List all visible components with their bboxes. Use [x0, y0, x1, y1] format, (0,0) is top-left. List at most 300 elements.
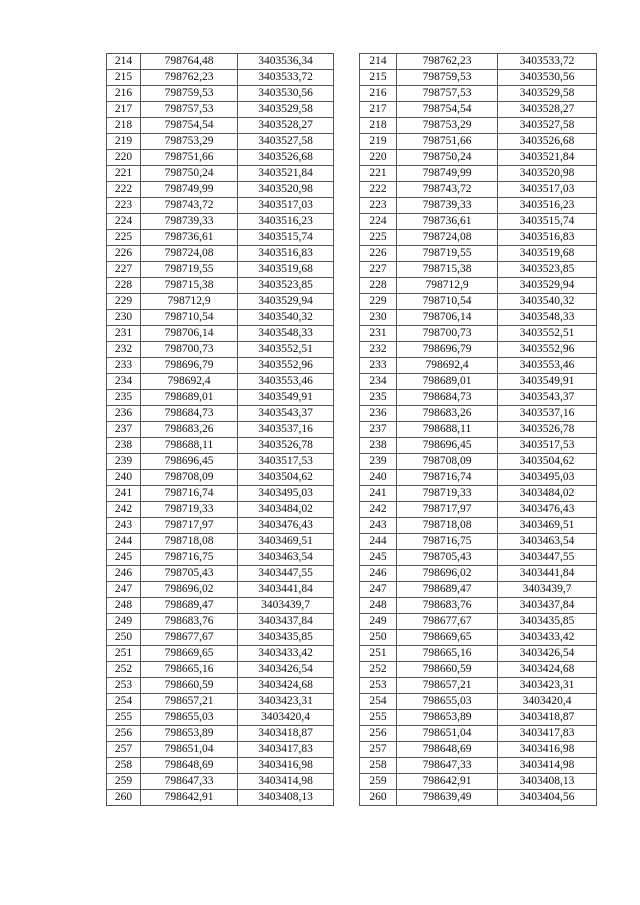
- point-number-cell: 241: [360, 486, 397, 502]
- x-coordinate-cell: 798689,47: [397, 582, 498, 598]
- x-coordinate-cell: 798684,73: [141, 406, 238, 422]
- point-number-cell: 231: [360, 326, 397, 342]
- point-number-cell: 245: [360, 550, 397, 566]
- point-number-cell: 234: [360, 374, 397, 390]
- table-row: [360, 694, 597, 710]
- x-coordinate-cell: 798651,04: [397, 726, 498, 742]
- point-number-cell: 258: [107, 758, 141, 774]
- y-coordinate-cell: 3403416,98: [238, 758, 334, 774]
- x-coordinate-cell: 798651,04: [141, 742, 238, 758]
- table-row: [107, 326, 334, 342]
- table-row: [107, 790, 334, 806]
- point-number-cell: 229: [360, 294, 397, 310]
- y-coordinate-cell: 3403526,78: [498, 422, 597, 438]
- table-row: [360, 502, 597, 518]
- table-row: [107, 454, 334, 470]
- x-coordinate-cell: 798719,33: [397, 486, 498, 502]
- point-number-cell: 218: [107, 118, 141, 134]
- y-coordinate-cell: 3403484,02: [498, 486, 597, 502]
- point-number-cell: 217: [360, 102, 397, 118]
- point-number-cell: 243: [360, 518, 397, 534]
- point-number-cell: 219: [107, 134, 141, 150]
- x-coordinate-cell: 798642,91: [141, 790, 238, 806]
- table-row: [107, 566, 334, 582]
- point-number-cell: 252: [107, 662, 141, 678]
- point-number-cell: 254: [360, 694, 397, 710]
- point-number-cell: 257: [107, 742, 141, 758]
- x-coordinate-cell: 798743,72: [141, 198, 238, 214]
- x-coordinate-cell: 798669,65: [397, 630, 498, 646]
- point-number-cell: 216: [360, 86, 397, 102]
- table-row: [360, 166, 597, 182]
- y-coordinate-cell: 3403530,56: [498, 70, 597, 86]
- y-coordinate-cell: 3403529,58: [498, 86, 597, 102]
- x-coordinate-cell: 798692,4: [397, 358, 498, 374]
- x-coordinate-cell: 798739,33: [397, 198, 498, 214]
- table-row: [107, 710, 334, 726]
- x-coordinate-cell: 798705,43: [141, 566, 238, 582]
- table-row: [107, 630, 334, 646]
- point-number-cell: 244: [360, 534, 397, 550]
- table-row: [360, 310, 597, 326]
- point-number-cell: 223: [107, 198, 141, 214]
- y-coordinate-cell: 3403408,13: [238, 790, 334, 806]
- table-row: [360, 150, 597, 166]
- table-row: [107, 246, 334, 262]
- y-coordinate-cell: 3403533,72: [498, 54, 597, 70]
- table-row: [107, 214, 334, 230]
- table-row: [107, 134, 334, 150]
- y-coordinate-cell: 3403504,62: [498, 454, 597, 470]
- table-row: [107, 342, 334, 358]
- point-number-cell: 251: [360, 646, 397, 662]
- table-row: [360, 518, 597, 534]
- table-row: [360, 246, 597, 262]
- x-coordinate-cell: 798712,9: [141, 294, 238, 310]
- point-number-cell: 216: [107, 86, 141, 102]
- x-coordinate-cell: 798639,49: [397, 790, 498, 806]
- y-coordinate-cell: 3403552,96: [238, 358, 334, 374]
- table-row: [107, 102, 334, 118]
- table-row: [360, 118, 597, 134]
- y-coordinate-cell: 3403418,87: [238, 726, 334, 742]
- point-number-cell: 246: [360, 566, 397, 582]
- y-coordinate-cell: 3403420,4: [498, 694, 597, 710]
- x-coordinate-cell: 798749,99: [397, 166, 498, 182]
- y-coordinate-cell: 3403552,51: [498, 326, 597, 342]
- y-coordinate-cell: 3403530,56: [238, 86, 334, 102]
- y-coordinate-cell: 3403408,13: [498, 774, 597, 790]
- y-coordinate-cell: 3403536,34: [238, 54, 334, 70]
- table-row: [107, 54, 334, 70]
- x-coordinate-cell: 798718,08: [141, 534, 238, 550]
- y-coordinate-cell: 3403527,58: [498, 118, 597, 134]
- y-coordinate-cell: 3403517,53: [238, 454, 334, 470]
- point-number-cell: 255: [107, 710, 141, 726]
- table-row: [360, 54, 597, 70]
- table-row: [107, 470, 334, 486]
- y-coordinate-cell: 3403519,68: [238, 262, 334, 278]
- x-coordinate-cell: 798665,16: [141, 662, 238, 678]
- point-number-cell: 250: [107, 630, 141, 646]
- y-coordinate-cell: 3403516,83: [498, 230, 597, 246]
- y-coordinate-cell: 3403515,74: [498, 214, 597, 230]
- table-row: [107, 86, 334, 102]
- table-row: [107, 70, 334, 86]
- point-number-cell: 218: [360, 118, 397, 134]
- y-coordinate-cell: 3403426,54: [498, 646, 597, 662]
- point-number-cell: 236: [107, 406, 141, 422]
- y-coordinate-cell: 3403414,98: [238, 774, 334, 790]
- x-coordinate-cell: 798653,89: [141, 726, 238, 742]
- x-coordinate-cell: 798689,01: [397, 374, 498, 390]
- point-number-cell: 222: [360, 182, 397, 198]
- table-row: [360, 710, 597, 726]
- x-coordinate-cell: 798754,54: [141, 118, 238, 134]
- point-number-cell: 257: [360, 742, 397, 758]
- table-row: [360, 342, 597, 358]
- table-row: [360, 454, 597, 470]
- point-number-cell: 219: [360, 134, 397, 150]
- table-row: [360, 326, 597, 342]
- table-row: [360, 374, 597, 390]
- x-coordinate-cell: 798710,54: [397, 294, 498, 310]
- point-number-cell: 217: [107, 102, 141, 118]
- table-row: [360, 534, 597, 550]
- table-row: [107, 550, 334, 566]
- x-coordinate-cell: 798750,24: [141, 166, 238, 182]
- table-row: [107, 262, 334, 278]
- table-row: [360, 790, 597, 806]
- y-coordinate-cell: 3403439,7: [238, 598, 334, 614]
- table-row: [360, 742, 597, 758]
- x-coordinate-cell: 798762,23: [397, 54, 498, 70]
- y-coordinate-cell: 3403540,32: [498, 294, 597, 310]
- table-row: [360, 214, 597, 230]
- y-coordinate-cell: 3403523,85: [238, 278, 334, 294]
- x-coordinate-cell: 798657,21: [141, 694, 238, 710]
- y-coordinate-cell: 3403423,31: [238, 694, 334, 710]
- y-coordinate-cell: 3403439,7: [498, 582, 597, 598]
- y-coordinate-cell: 3403495,03: [238, 486, 334, 502]
- y-coordinate-cell: 3403528,27: [238, 118, 334, 134]
- table-row: [107, 182, 334, 198]
- point-number-cell: 256: [360, 726, 397, 742]
- y-coordinate-cell: 3403537,16: [238, 422, 334, 438]
- x-coordinate-cell: 798677,67: [141, 630, 238, 646]
- x-coordinate-cell: 798715,38: [141, 278, 238, 294]
- x-coordinate-cell: 798757,53: [141, 102, 238, 118]
- x-coordinate-cell: 798696,02: [141, 582, 238, 598]
- y-coordinate-cell: 3403515,74: [238, 230, 334, 246]
- x-coordinate-cell: 798715,38: [397, 262, 498, 278]
- table-row: [107, 678, 334, 694]
- x-coordinate-cell: 798683,76: [397, 598, 498, 614]
- y-coordinate-cell: 3403553,46: [238, 374, 334, 390]
- y-coordinate-cell: 3403516,83: [238, 246, 334, 262]
- y-coordinate-cell: 3403463,54: [238, 550, 334, 566]
- table-row: [360, 278, 597, 294]
- y-coordinate-cell: 3403417,83: [498, 726, 597, 742]
- point-number-cell: 233: [360, 358, 397, 374]
- point-number-cell: 250: [360, 630, 397, 646]
- point-number-cell: 225: [360, 230, 397, 246]
- y-coordinate-cell: 3403516,23: [238, 214, 334, 230]
- point-number-cell: 235: [107, 390, 141, 406]
- y-coordinate-cell: 3403523,85: [498, 262, 597, 278]
- y-coordinate-cell: 3403435,85: [498, 614, 597, 630]
- table-row: [107, 694, 334, 710]
- table-row: [107, 774, 334, 790]
- point-number-cell: 239: [107, 454, 141, 470]
- point-number-cell: 226: [360, 246, 397, 262]
- table-row: [107, 662, 334, 678]
- point-number-cell: 246: [107, 566, 141, 582]
- x-coordinate-cell: 798739,33: [141, 214, 238, 230]
- x-coordinate-cell: 798689,47: [141, 598, 238, 614]
- point-number-cell: 260: [360, 790, 397, 806]
- table-row: [107, 198, 334, 214]
- point-number-cell: 233: [107, 358, 141, 374]
- y-coordinate-cell: 3403537,16: [498, 406, 597, 422]
- x-coordinate-cell: 798689,01: [141, 390, 238, 406]
- table-row: [360, 102, 597, 118]
- x-coordinate-cell: 798688,11: [141, 438, 238, 454]
- x-coordinate-cell: 798696,45: [141, 454, 238, 470]
- x-coordinate-cell: 798665,16: [397, 646, 498, 662]
- x-coordinate-cell: 798750,24: [397, 150, 498, 166]
- y-coordinate-cell: 3403526,68: [498, 134, 597, 150]
- y-coordinate-cell: 3403424,68: [238, 678, 334, 694]
- table-row: [107, 518, 334, 534]
- point-number-cell: 249: [107, 614, 141, 630]
- table-row: [360, 774, 597, 790]
- point-number-cell: 258: [360, 758, 397, 774]
- table-row: [107, 150, 334, 166]
- x-coordinate-cell: 798653,89: [397, 710, 498, 726]
- point-number-cell: 255: [360, 710, 397, 726]
- x-coordinate-cell: 798762,23: [141, 70, 238, 86]
- point-number-cell: 228: [107, 278, 141, 294]
- table-row: [360, 486, 597, 502]
- table-row: [360, 646, 597, 662]
- table-row: [107, 278, 334, 294]
- y-coordinate-cell: 3403417,83: [238, 742, 334, 758]
- y-coordinate-cell: 3403548,33: [238, 326, 334, 342]
- table-row: [107, 230, 334, 246]
- y-coordinate-cell: 3403420,4: [238, 710, 334, 726]
- point-number-cell: 228: [360, 278, 397, 294]
- point-number-cell: 215: [360, 70, 397, 86]
- table-row: [107, 310, 334, 326]
- table-row: [360, 438, 597, 454]
- x-coordinate-cell: 798660,59: [397, 662, 498, 678]
- x-coordinate-cell: 798749,99: [141, 182, 238, 198]
- y-coordinate-cell: 3403540,32: [238, 310, 334, 326]
- table-row: [360, 406, 597, 422]
- point-number-cell: 229: [107, 294, 141, 310]
- point-number-cell: 232: [107, 342, 141, 358]
- table-row: [360, 726, 597, 742]
- table-row: [107, 534, 334, 550]
- table-row: [107, 422, 334, 438]
- x-coordinate-cell: 798648,69: [141, 758, 238, 774]
- x-coordinate-cell: 798700,73: [141, 342, 238, 358]
- point-number-cell: 236: [360, 406, 397, 422]
- point-number-cell: 215: [107, 70, 141, 86]
- x-coordinate-cell: 798719,55: [397, 246, 498, 262]
- y-coordinate-cell: 3403517,53: [498, 438, 597, 454]
- x-coordinate-cell: 798719,55: [141, 262, 238, 278]
- point-number-cell: 224: [107, 214, 141, 230]
- point-number-cell: 242: [107, 502, 141, 518]
- x-coordinate-cell: 798655,03: [397, 694, 498, 710]
- table-row: [360, 598, 597, 614]
- table-row: [360, 86, 597, 102]
- y-coordinate-cell: 3403526,68: [238, 150, 334, 166]
- table-row: [360, 294, 597, 310]
- x-coordinate-cell: 798705,43: [397, 550, 498, 566]
- table-row: [360, 550, 597, 566]
- point-number-cell: 235: [360, 390, 397, 406]
- y-coordinate-cell: 3403416,98: [498, 742, 597, 758]
- table-row: [107, 406, 334, 422]
- coordinate-table-right: [359, 53, 597, 806]
- y-coordinate-cell: 3403441,84: [498, 566, 597, 582]
- y-coordinate-cell: 3403552,96: [498, 342, 597, 358]
- x-coordinate-cell: 798706,14: [141, 326, 238, 342]
- y-coordinate-cell: 3403404,56: [498, 790, 597, 806]
- table-row: [107, 486, 334, 502]
- y-coordinate-cell: 3403526,78: [238, 438, 334, 454]
- point-number-cell: 248: [360, 598, 397, 614]
- point-number-cell: 232: [360, 342, 397, 358]
- y-coordinate-cell: 3403437,84: [238, 614, 334, 630]
- table-row: [360, 390, 597, 406]
- y-coordinate-cell: 3403521,84: [238, 166, 334, 182]
- point-number-cell: 220: [107, 150, 141, 166]
- x-coordinate-cell: 798683,26: [141, 422, 238, 438]
- x-coordinate-cell: 798647,33: [397, 758, 498, 774]
- point-number-cell: 241: [107, 486, 141, 502]
- x-coordinate-cell: 798743,72: [397, 182, 498, 198]
- x-coordinate-cell: 798669,65: [141, 646, 238, 662]
- x-coordinate-cell: 798724,08: [141, 246, 238, 262]
- table-row: [107, 166, 334, 182]
- y-coordinate-cell: 3403424,68: [498, 662, 597, 678]
- y-coordinate-cell: 3403553,46: [498, 358, 597, 374]
- point-number-cell: 222: [107, 182, 141, 198]
- y-coordinate-cell: 3403433,42: [238, 646, 334, 662]
- y-coordinate-cell: 3403529,94: [238, 294, 334, 310]
- y-coordinate-cell: 3403469,51: [238, 534, 334, 550]
- point-number-cell: 221: [107, 166, 141, 182]
- table-row: [107, 390, 334, 406]
- point-number-cell: 245: [107, 550, 141, 566]
- y-coordinate-cell: 3403484,02: [238, 502, 334, 518]
- x-coordinate-cell: 798759,53: [397, 70, 498, 86]
- point-number-cell: 221: [360, 166, 397, 182]
- x-coordinate-cell: 798718,08: [397, 518, 498, 534]
- x-coordinate-cell: 798716,75: [141, 550, 238, 566]
- y-coordinate-cell: 3403418,87: [498, 710, 597, 726]
- x-coordinate-cell: 798696,79: [397, 342, 498, 358]
- y-coordinate-cell: 3403435,85: [238, 630, 334, 646]
- table-row: [360, 230, 597, 246]
- x-coordinate-cell: 798753,29: [141, 134, 238, 150]
- point-number-cell: 240: [360, 470, 397, 486]
- table-row: [360, 182, 597, 198]
- table-row: [107, 438, 334, 454]
- table-row: [360, 678, 597, 694]
- y-coordinate-cell: 3403543,37: [238, 406, 334, 422]
- table-row: [107, 646, 334, 662]
- point-number-cell: 237: [107, 422, 141, 438]
- x-coordinate-cell: 798696,45: [397, 438, 498, 454]
- y-coordinate-cell: 3403527,58: [238, 134, 334, 150]
- point-number-cell: 249: [360, 614, 397, 630]
- x-coordinate-cell: 798657,21: [397, 678, 498, 694]
- table-row: [360, 358, 597, 374]
- point-number-cell: 214: [360, 54, 397, 70]
- x-coordinate-cell: 798717,97: [397, 502, 498, 518]
- y-coordinate-cell: 3403447,55: [238, 566, 334, 582]
- x-coordinate-cell: 798717,97: [141, 518, 238, 534]
- coordinate-tables: [106, 53, 596, 836]
- y-coordinate-cell: 3403552,51: [238, 342, 334, 358]
- y-coordinate-cell: 3403504,62: [238, 470, 334, 486]
- x-coordinate-cell: 798708,09: [141, 470, 238, 486]
- table-row: [360, 422, 597, 438]
- table-row: [107, 758, 334, 774]
- x-coordinate-cell: 798660,59: [141, 678, 238, 694]
- point-number-cell: 220: [360, 150, 397, 166]
- x-coordinate-cell: 798647,33: [141, 774, 238, 790]
- table-row: [107, 598, 334, 614]
- y-coordinate-cell: 3403463,54: [498, 534, 597, 550]
- y-coordinate-cell: 3403414,98: [498, 758, 597, 774]
- y-coordinate-cell: 3403437,84: [498, 598, 597, 614]
- table-row: [360, 198, 597, 214]
- x-coordinate-cell: 798684,73: [397, 390, 498, 406]
- point-number-cell: 259: [360, 774, 397, 790]
- table-row: [360, 470, 597, 486]
- table-row: [107, 294, 334, 310]
- y-coordinate-cell: 3403423,31: [498, 678, 597, 694]
- y-coordinate-cell: 3403548,33: [498, 310, 597, 326]
- table-row: [360, 614, 597, 630]
- y-coordinate-cell: 3403517,03: [498, 182, 597, 198]
- y-coordinate-cell: 3403426,54: [238, 662, 334, 678]
- point-number-cell: 244: [107, 534, 141, 550]
- x-coordinate-cell: 798754,54: [397, 102, 498, 118]
- y-coordinate-cell: 3403521,84: [498, 150, 597, 166]
- x-coordinate-cell: 798759,53: [141, 86, 238, 102]
- table-row: [360, 566, 597, 582]
- x-coordinate-cell: 798642,91: [397, 774, 498, 790]
- x-coordinate-cell: 798719,33: [141, 502, 238, 518]
- y-coordinate-cell: 3403549,91: [498, 374, 597, 390]
- x-coordinate-cell: 798736,61: [397, 214, 498, 230]
- y-coordinate-cell: 3403529,94: [498, 278, 597, 294]
- y-coordinate-cell: 3403476,43: [238, 518, 334, 534]
- x-coordinate-cell: 798753,29: [397, 118, 498, 134]
- point-number-cell: 260: [107, 790, 141, 806]
- table-row: [107, 358, 334, 374]
- point-number-cell: 252: [360, 662, 397, 678]
- point-number-cell: 247: [360, 582, 397, 598]
- point-number-cell: 238: [107, 438, 141, 454]
